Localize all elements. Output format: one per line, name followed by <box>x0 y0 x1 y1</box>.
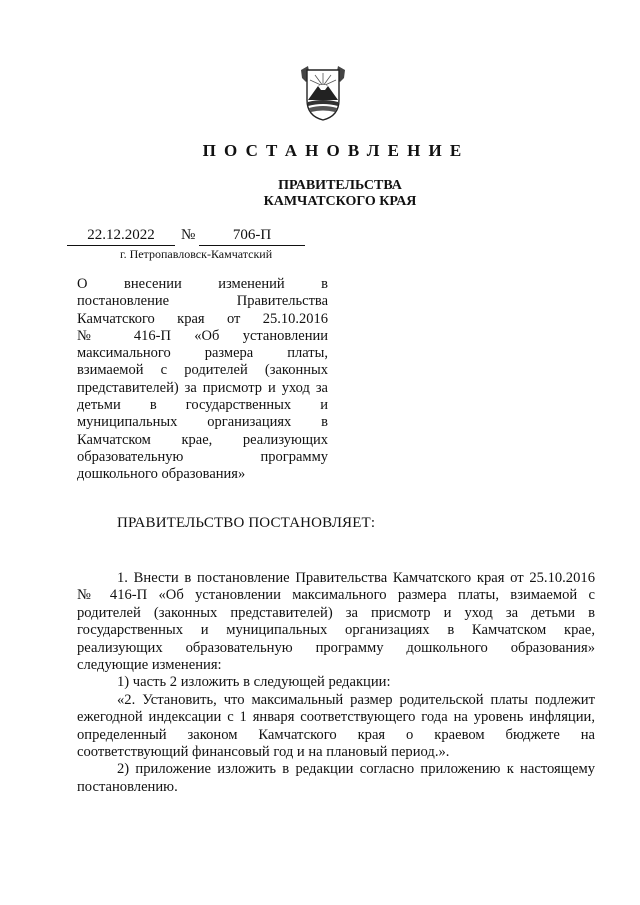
subject-line: образовательную программу <box>77 448 328 465</box>
body-line: государственных и муниципальных организациях в Камчатском крае, <box>77 622 595 639</box>
subject-line: максимального размера платы, <box>77 345 328 362</box>
subject-line: № 416-П «Об установлении <box>77 327 328 344</box>
issuer-line-2: КАМЧАТСКОГО КРАЯ <box>263 194 417 209</box>
body-line: № 416-П «Об установлении максимального размера платы, взимаемой с <box>77 587 595 604</box>
coat-of-arms-icon <box>296 64 350 122</box>
document-body <box>77 570 595 796</box>
subject-line: детьми в государственных и <box>77 397 328 414</box>
subject-line: взимаемой с родителей (законных <box>77 362 328 379</box>
issuer-line-1: ПРАВИТЕЛЬСТВА <box>278 178 402 193</box>
issuer-name <box>240 178 440 210</box>
body-line: реализующих образовательную программу дошкольного образования» <box>77 639 595 656</box>
body-line: следующие изменения: <box>77 657 222 674</box>
document-number: 706-П <box>199 227 305 246</box>
resolution-heading: ПРАВИТЕЛЬСТВО ПОСТАНОВЛЯЕТ: <box>117 515 376 531</box>
body-line: 1) часть 2 изложить в следующей редакции: <box>117 674 391 691</box>
subject-line: дошкольного образования» <box>77 466 246 483</box>
subject-line: представителей) за присмотр и уход за <box>77 379 328 396</box>
number-sign: № <box>181 227 196 243</box>
subject-line: муниципальных организациях в <box>77 414 328 431</box>
body-line: ежегодной индексации с 1 января соответствующего года на уровень инфляции, <box>77 709 595 726</box>
body-line: определенный законом Камчатского края о краевом бюджете на <box>77 726 595 743</box>
coat-of-arms-emblem <box>296 64 350 122</box>
body-line: соответствующий финансовый год и на плановый период.». <box>77 744 450 761</box>
document-subject <box>77 276 328 484</box>
body-line: родителей (законных представителей) за присмотр и уход за детьми в <box>77 604 595 621</box>
body-line: «2. Установить, что максимальный размер родительской платы подлежит <box>117 691 595 708</box>
body-line: постановлению. <box>77 778 178 795</box>
subject-line: Камчатском крае, реализующих <box>77 431 328 448</box>
subject-line: постановление Правительства <box>77 293 328 310</box>
body-line: 2) приложение изложить в редакции согласно приложению к настоящему <box>117 761 595 778</box>
body-line: 1. Внести в постановление Правительства Камчатского края от 25.10.2016 <box>117 570 595 586</box>
subject-line: Камчатского края от 25.10.2016 <box>77 310 328 327</box>
subject-line: О внесении изменений в <box>77 276 328 292</box>
document-type-title: ПОСТАНОВЛЕНИЕ <box>202 141 470 160</box>
document-place: г. Петропавловск-Камчатский <box>120 247 273 261</box>
document-date: 22.12.2022 <box>67 227 175 246</box>
